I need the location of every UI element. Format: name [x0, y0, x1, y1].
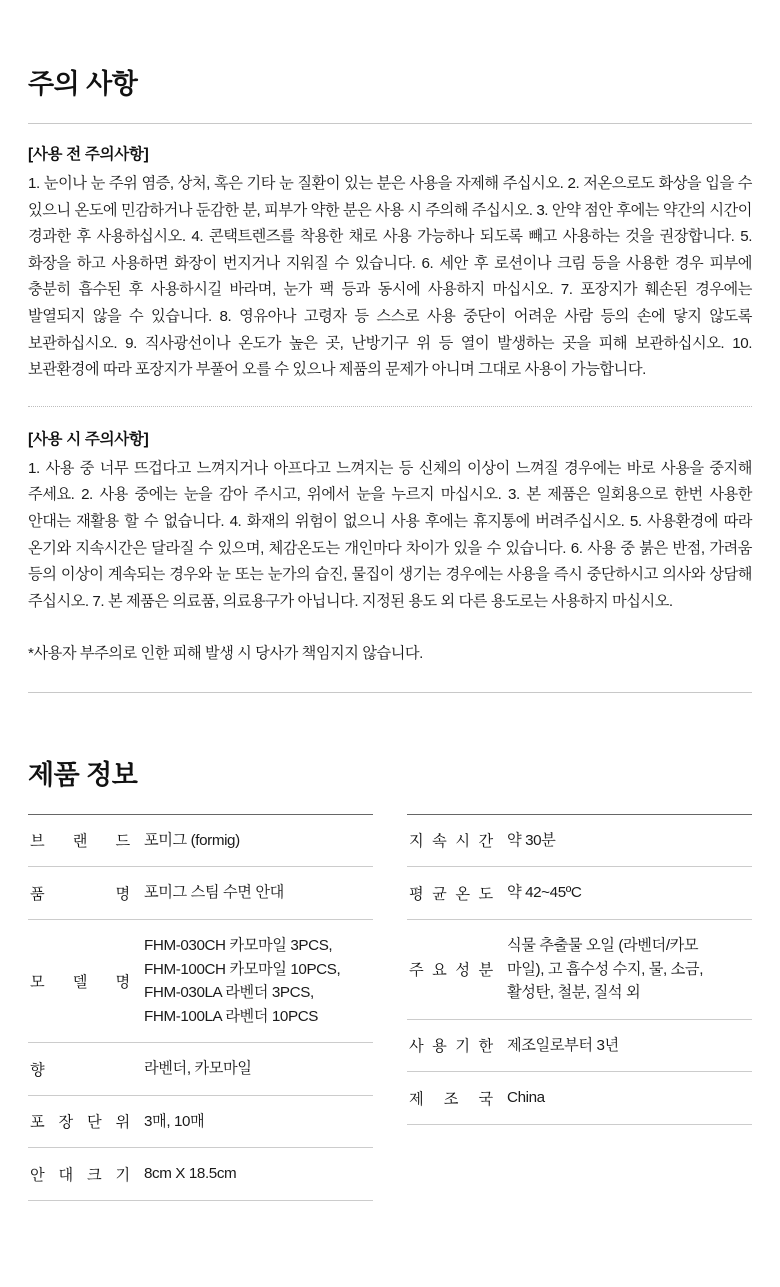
spec-row-value: 약 42~45ºC: [507, 884, 582, 902]
spec-row-label: 제 조 국: [409, 1090, 493, 1108]
spec-row-label: 모 델 명: [30, 973, 130, 991]
spec-table-left: [28, 814, 373, 1201]
spec-row-label: 주 요 성 분: [409, 961, 493, 979]
during-use-label: [사용 시 주의사항]: [28, 430, 149, 448]
spec-row: [407, 920, 752, 1020]
spec-row: [407, 867, 752, 920]
spec-row: [28, 1095, 373, 1148]
spec-row: [28, 1148, 373, 1201]
spec-row-label: 품 명: [30, 885, 130, 903]
spec-row-value: 제조일로부터 3년: [507, 1036, 619, 1054]
before-use-block: [28, 142, 752, 384]
spec-row: [407, 1019, 752, 1072]
spec-column-right: [407, 814, 752, 1125]
caution-section-title: 주의 사항: [28, 69, 138, 99]
spec-column-left: [28, 814, 373, 1201]
during-use-block: [28, 427, 752, 616]
spec-grid: [28, 814, 752, 1201]
spec-row-label: 안 대 크 기: [30, 1166, 130, 1184]
product-info-title: 제품 정보: [28, 759, 138, 790]
spec-row-value: FHM-030CH 카모마일 3PCS, FHM-100CH 카모마일 10PCS, FHM-030LA 라벤더 3PCS, FHM-100LA 라벤더 10PCS: [144, 937, 341, 1025]
spec-row-value: 포미그 (formig): [144, 831, 240, 849]
spec-row-label: 사 용 기 한: [409, 1038, 493, 1055]
during-use-text: 1. 사용 중 너무 뜨겁다고 느껴지거나 아프다고 느껴지는 등 신체의 이상이 느껴질 경우에는 바로 사용을 중지해 주세요. 2. 사용 중에는 눈을 감아 주시고, 위에서 눈을 누르지 마십시오. 3. 본 제품은 일회용으로 한번 사용한 안대는 재활용 할 수 없습니다. 4. 화재의 위험이 없으니 사용 후에는 휴지통에 버려주십시오. 5. 사용환경에 따라 온기와 지속시간은 달라질 수 있으며, 체감온도는 개인마다 차이가 있을 수 있습니다. 6. 사용 중 붉은 반점, 가려움 등의 이상이 계속되는 경우와 눈 또는 눈가의 습진, 물집이 생기는 경우에는 사용을 즉시 중단하시고 의사와 상담해 주십시오. 7. 본 제품은 의료품, 의료용구가 아닙니다. 지정된 용도 외 다른 용도로는 사용하지 마십시오.: [28, 459, 752, 610]
spec-row-label: 포 장 단 위: [30, 1114, 130, 1132]
product-info-section: [28, 753, 752, 1201]
spec-row: [28, 867, 373, 920]
spec-row-value: 약 30분: [507, 831, 556, 849]
spec-row-value: 식물 추출물 오일 (라벤더/카모 마일), 고 흡수성 수지, 물, 소금, 활성탄, 철분, 질석 외: [507, 937, 704, 1002]
caution-top-divider: [28, 123, 752, 124]
spec-row-label: 지 속 시 간: [409, 833, 493, 851]
spec-row-value: 8cm X 18.5cm: [144, 1165, 237, 1183]
spec-row-value: 3매, 10매: [144, 1112, 205, 1130]
spec-row-value: 라벤더, 카모마일: [144, 1060, 252, 1078]
spec-row-value: China: [507, 1089, 545, 1107]
caution-middle-divider: [28, 406, 752, 407]
caution-bottom-divider: [28, 692, 752, 693]
liability-note: *사용자 부주의로 인한 피해 발생 시 당사가 책임지지 않습니다.: [28, 645, 423, 663]
spec-row: [28, 1043, 373, 1096]
spec-row-value: 포미그 스팀 수면 안대: [144, 884, 284, 902]
spec-row-label: 브 랜 드: [30, 833, 130, 851]
spec-row: [407, 1072, 752, 1125]
caution-section: [28, 62, 752, 693]
spec-row-label: 향: [30, 1061, 45, 1079]
spec-table-right: [407, 814, 752, 1125]
spec-row: [28, 814, 373, 867]
before-use-label: [사용 전 주의사항]: [28, 146, 149, 163]
spec-row: [407, 814, 752, 867]
spec-row: [28, 920, 373, 1043]
before-use-text: 1. 눈이나 눈 주위 염증, 상처, 혹은 기타 눈 질환이 있는 분은 사용을 자제해 주십시오. 2. 저온으로도 화상을 입을 수 있으니 온도에 민감하거나 둔감한 분, 피부가 약한 분은 사용 시 주의해 주십시오. 3. 안약 점안 후에는 약간의 시간이 경과한 후 사용하십시오. 4. 콘택트렌즈를 착용한 채로 사용 가능하나 되도록 빼고 사용하는 것을 권장합니다. 5. 화장을 하고 사용하면 화장이 번지거나 지워질 수 있습니다. 6. 세안 후 로션이나 크림 등을 사용한 경우 피부에 충분히 흡수된 후 사용하시길 바라며, 눈가 팩 등과 동시에 사용하지 마십시오. 7. 포장지가 훼손된 경우에는 발열되지 않을 수 있습니다. 8. 영유아나 고령자 등 스스로 사용 중단이 어려운 사람 등의 손에 닿지 않도록 보관하십시오. 9. 직사광선이나 온도가 높은 곳, 난방기구 위 등 열이 발생하는 곳을 피해 보관하십시오. 10. 보관환경에 따라 포장지가 부풀어 오를 수 있으나 제품의 문제가 아니며 그대로 사용이 가능합니다.: [28, 175, 752, 379]
spec-row-label: 평 균 온 도: [409, 885, 493, 903]
